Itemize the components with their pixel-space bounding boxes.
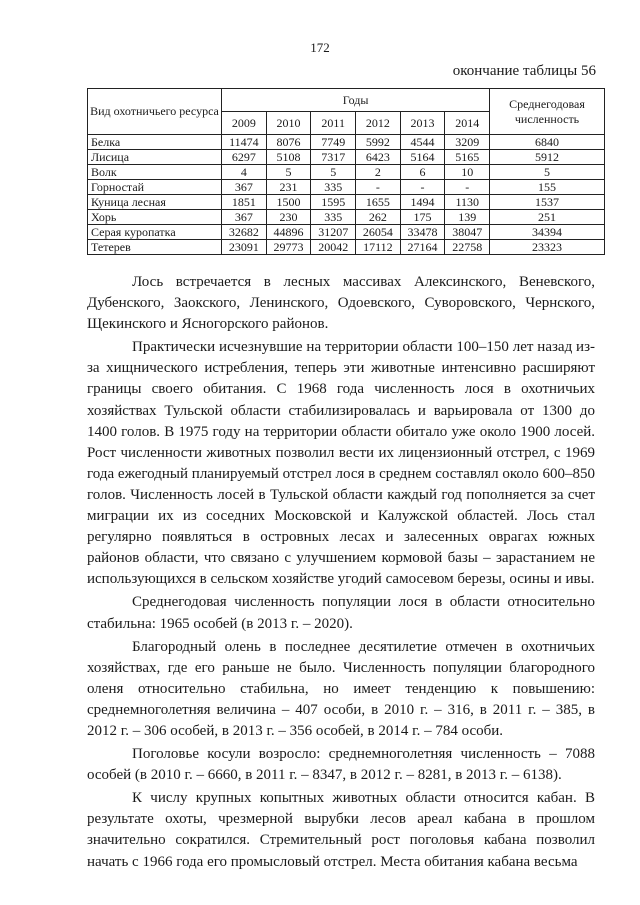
table-cell: 1494 bbox=[400, 195, 445, 210]
resource-name: Волк bbox=[88, 165, 222, 180]
resource-column-header: Вид охотничьего ресурса bbox=[88, 89, 222, 135]
table-cell: - bbox=[356, 180, 401, 195]
table-row bbox=[88, 210, 605, 225]
year-header: 2014 bbox=[445, 112, 490, 135]
table-cell: 5108 bbox=[266, 150, 311, 165]
table-cell: 10 bbox=[445, 165, 490, 180]
paragraph: Практически исчезнувшие на территории области 100–150 лет назад из-за хищнического истребления, теперь эти животные интенсивно расширяют границы своего обитания. С 1968 года численность лося в охотничьих хозяйствах Тульской области стабилизировалась и варьировала от 1300 до 1400 голов. В 1975 году на территории области обитало уже около 1900 лосей. Рост численности животных позволил вести их лицензионный отстрел, с 1969 года ежегодный планируемый отстрел лося в среднем составлял около 600–850 голов. Численность лосей в Тульской области каждый год пополняется за счет миграции их из соседних Московской и Калужской областей. Лось стал регулярно появляться в островных лесах и залесенных оврагах южных районов области, что связано с улучшением кормовой базы – зарастанием не использующихся в сельском хозяйстве угодий самосевом березы, осины и ивы. bbox=[87, 339, 595, 588]
resource-name: Тетерев bbox=[88, 240, 222, 255]
table-cell: 23091 bbox=[222, 240, 267, 255]
year-header: 2012 bbox=[356, 112, 401, 135]
resource-name: Хорь bbox=[88, 210, 222, 225]
average-cell: 1537 bbox=[490, 195, 605, 210]
table-cell: 4 bbox=[222, 165, 267, 180]
resource-name: Куница лесная bbox=[88, 195, 222, 210]
resource-name: Серая куропатка bbox=[88, 225, 222, 240]
paragraph: Среднегодовая численность популяции лося в области относительно стабильна: 1965 особей (в 2013 г. – 2020). bbox=[87, 594, 595, 632]
table-cell: 6423 bbox=[356, 150, 401, 165]
table-caption: окончание таблицы 56 bbox=[452, 63, 596, 79]
average-cell: 5912 bbox=[490, 150, 605, 165]
resource-name: Горностай bbox=[88, 180, 222, 195]
table-cell: 26054 bbox=[356, 225, 401, 240]
table-cell: - bbox=[445, 180, 490, 195]
average-cell: 23323 bbox=[490, 240, 605, 255]
table-cell: 4544 bbox=[400, 135, 445, 150]
table-cell: 231 bbox=[266, 180, 311, 195]
page-number: 172 bbox=[310, 40, 330, 55]
table-cell: 262 bbox=[356, 210, 401, 225]
table-cell: 1851 bbox=[222, 195, 267, 210]
data-table bbox=[87, 88, 605, 255]
table-cell: 5 bbox=[311, 165, 356, 180]
table-row bbox=[88, 225, 605, 240]
body-text bbox=[87, 272, 595, 873]
table-row bbox=[88, 195, 605, 210]
average-cell: 5 bbox=[490, 165, 605, 180]
average-column-header: Среднегодовая численность bbox=[490, 89, 605, 135]
table-cell: 175 bbox=[400, 210, 445, 225]
table-cell: 22758 bbox=[445, 240, 490, 255]
table-cell: 6 bbox=[400, 165, 445, 180]
table-row bbox=[88, 150, 605, 165]
table-cell: 1595 bbox=[311, 195, 356, 210]
table-cell: 5165 bbox=[445, 150, 490, 165]
year-header: 2011 bbox=[311, 112, 356, 135]
table-row bbox=[88, 135, 605, 150]
table-cell: 367 bbox=[222, 210, 267, 225]
resource-name: Лисица bbox=[88, 150, 222, 165]
table-cell: 7317 bbox=[311, 150, 356, 165]
table-cell: 27164 bbox=[400, 240, 445, 255]
table-cell: 1655 bbox=[356, 195, 401, 210]
year-header: 2013 bbox=[400, 112, 445, 135]
table-cell: 31207 bbox=[311, 225, 356, 240]
table-cell: - bbox=[400, 180, 445, 195]
table-cell: 335 bbox=[311, 180, 356, 195]
paragraph: Поголовье косули возросло: среднемноголетняя численность – 7088 особей (в 2010 г. – 6660, в 2011 г. – 8347, в 2012 г. – 8281, в 2013 г. – 6138). bbox=[87, 746, 595, 784]
table-cell: 5164 bbox=[400, 150, 445, 165]
resource-name: Белка bbox=[88, 135, 222, 150]
table-cell: 8076 bbox=[266, 135, 311, 150]
table-row bbox=[88, 165, 605, 180]
table-cell: 29773 bbox=[266, 240, 311, 255]
table-row bbox=[88, 180, 605, 195]
average-cell: 251 bbox=[490, 210, 605, 225]
table-cell: 7749 bbox=[311, 135, 356, 150]
table-cell: 1500 bbox=[266, 195, 311, 210]
year-header: 2010 bbox=[266, 112, 311, 135]
table-cell: 44896 bbox=[266, 225, 311, 240]
table-cell: 20042 bbox=[311, 240, 356, 255]
table-cell: 11474 bbox=[222, 135, 267, 150]
table-cell: 33478 bbox=[400, 225, 445, 240]
table-cell: 5992 bbox=[356, 135, 401, 150]
table-cell: 139 bbox=[445, 210, 490, 225]
table-row bbox=[88, 240, 605, 255]
table-cell: 335 bbox=[311, 210, 356, 225]
table-cell: 3209 bbox=[445, 135, 490, 150]
paragraph: Благородный олень в последнее десятилетие отмечен в охотничьих хозяйствах, где его раньше не было. Численность популяции благородного оленя относительно стабильна, но имеет тенденцию к повышению: среднемноголетняя величина – 407 особи, в 2010 г. – 316, в 2011 г. – 385, в 2012 г. – 306 особей, в 2013 г. – 356 особей, в 2014 г. – 784 особи. bbox=[87, 638, 595, 739]
average-cell: 6840 bbox=[490, 135, 605, 150]
average-cell: 155 bbox=[490, 180, 605, 195]
table-cell: 6297 bbox=[222, 150, 267, 165]
table-cell: 32682 bbox=[222, 225, 267, 240]
table-cell: 17112 bbox=[356, 240, 401, 255]
average-cell: 34394 bbox=[490, 225, 605, 240]
paragraph: К числу крупных копытных животных области относится кабан. В результате охоты, чрезмерной вырубки лесов ареал кабана в прошлом значительно сократился. Стремительный рост поголовья кабана позволил начать с 1966 года его промысловый отстрел. Места обитания кабана весьма bbox=[87, 790, 595, 870]
paragraph: Лось встречается в лесных массивах Алексинского, Веневского, Дубенского, Заокского, Ленинского, Одоевского, Суворовского, Чернского, Щекинского и Ясногорского районов. bbox=[87, 274, 595, 333]
table-cell: 38047 bbox=[445, 225, 490, 240]
table-cell: 1130 bbox=[445, 195, 490, 210]
table-cell: 2 bbox=[356, 165, 401, 180]
table-cell: 230 bbox=[266, 210, 311, 225]
years-header: Годы bbox=[222, 89, 490, 112]
table-cell: 5 bbox=[266, 165, 311, 180]
year-header: 2009 bbox=[222, 112, 267, 135]
table-cell: 367 bbox=[222, 180, 267, 195]
